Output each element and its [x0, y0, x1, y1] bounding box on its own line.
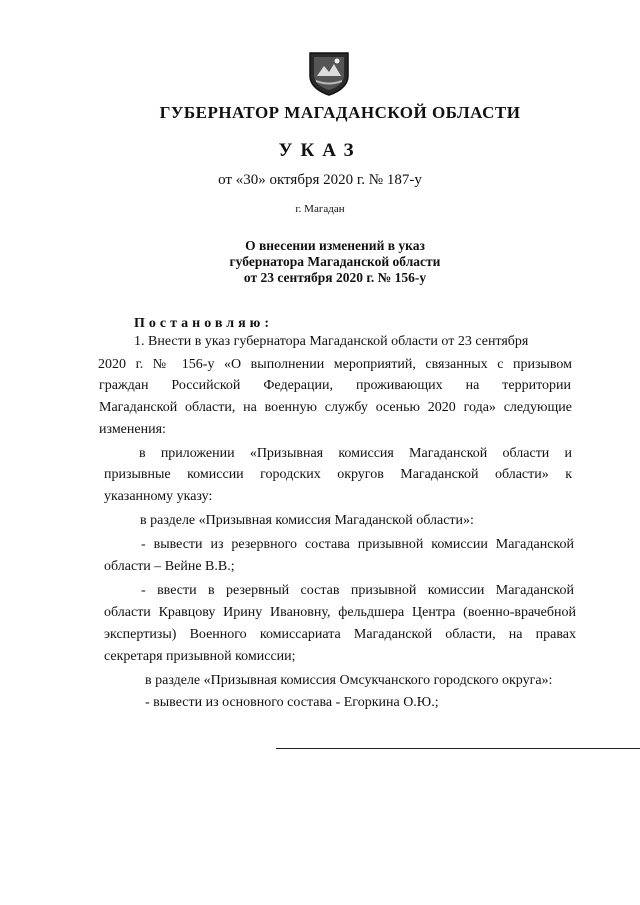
body-line: в разделе «Призывная комиссия Магаданской области»:: [140, 513, 474, 528]
body-line: 2020 г. № 156-у «О выполнении мероприятий, связанных с призывом: [98, 357, 572, 372]
document-city: г. Магадан: [295, 203, 345, 215]
body-line: в разделе «Призывная комиссия Омсукчанского городского округа»:: [145, 673, 553, 688]
document-dateline: от «30» октября 2020 г. № 187-у: [218, 172, 422, 188]
decree-colon: :: [264, 316, 270, 331]
subject-line: губернатора Магаданской области: [229, 254, 441, 269]
decree-word-text: Постановляю: [134, 316, 265, 331]
body-line: 1. Внести в указ губернатора Магаданской области от 23 сентября: [134, 334, 529, 349]
body-line: Магаданской области, на военную службу осенью 2020 года» следующие: [99, 400, 572, 415]
body-line: - вывести из основного состава - Егоркина О.Ю.;: [145, 695, 439, 710]
body-line: в приложении «Призывная комиссия Магаданской области и: [139, 446, 572, 461]
body-line: изменения:: [99, 422, 166, 437]
body-line: - вывести из резервного состава призывной комиссии Магаданской: [141, 537, 574, 552]
document-subject: [190, 238, 480, 286]
document-type: УКАЗ: [278, 140, 362, 161]
body-line: экспертизы) Военного комиссариата Магаданской области, на правах: [104, 627, 576, 642]
body-line: призывные комиссии городских округов Магаданской области» к: [104, 467, 572, 482]
decree-word: [134, 316, 269, 332]
body-line: граждан Российской Федерации, проживающих на территории: [99, 378, 571, 393]
magadan-coat-of-arms-icon: [306, 50, 352, 96]
body-line: области Кравцову Ирину Ивановну, фельдшера Центра (военно-врачебной: [104, 605, 576, 620]
subject-line: О внесении изменений в указ: [245, 238, 425, 253]
body-line: секретаря призывной комиссии;: [104, 649, 296, 664]
page-footer-divider: [276, 748, 640, 749]
body-line: - ввести в резервный состав призывной комиссии Магаданской: [141, 583, 574, 598]
body-line: указанному указу:: [104, 489, 213, 504]
body-line: области – Вейне В.В.;: [104, 559, 235, 574]
subject-line: от 23 сентября 2020 г. № 156-у: [243, 270, 427, 285]
governor-title: ГУБЕРНАТОР МАГАДАНСКОЙ ОБЛАСТИ: [159, 103, 521, 122]
